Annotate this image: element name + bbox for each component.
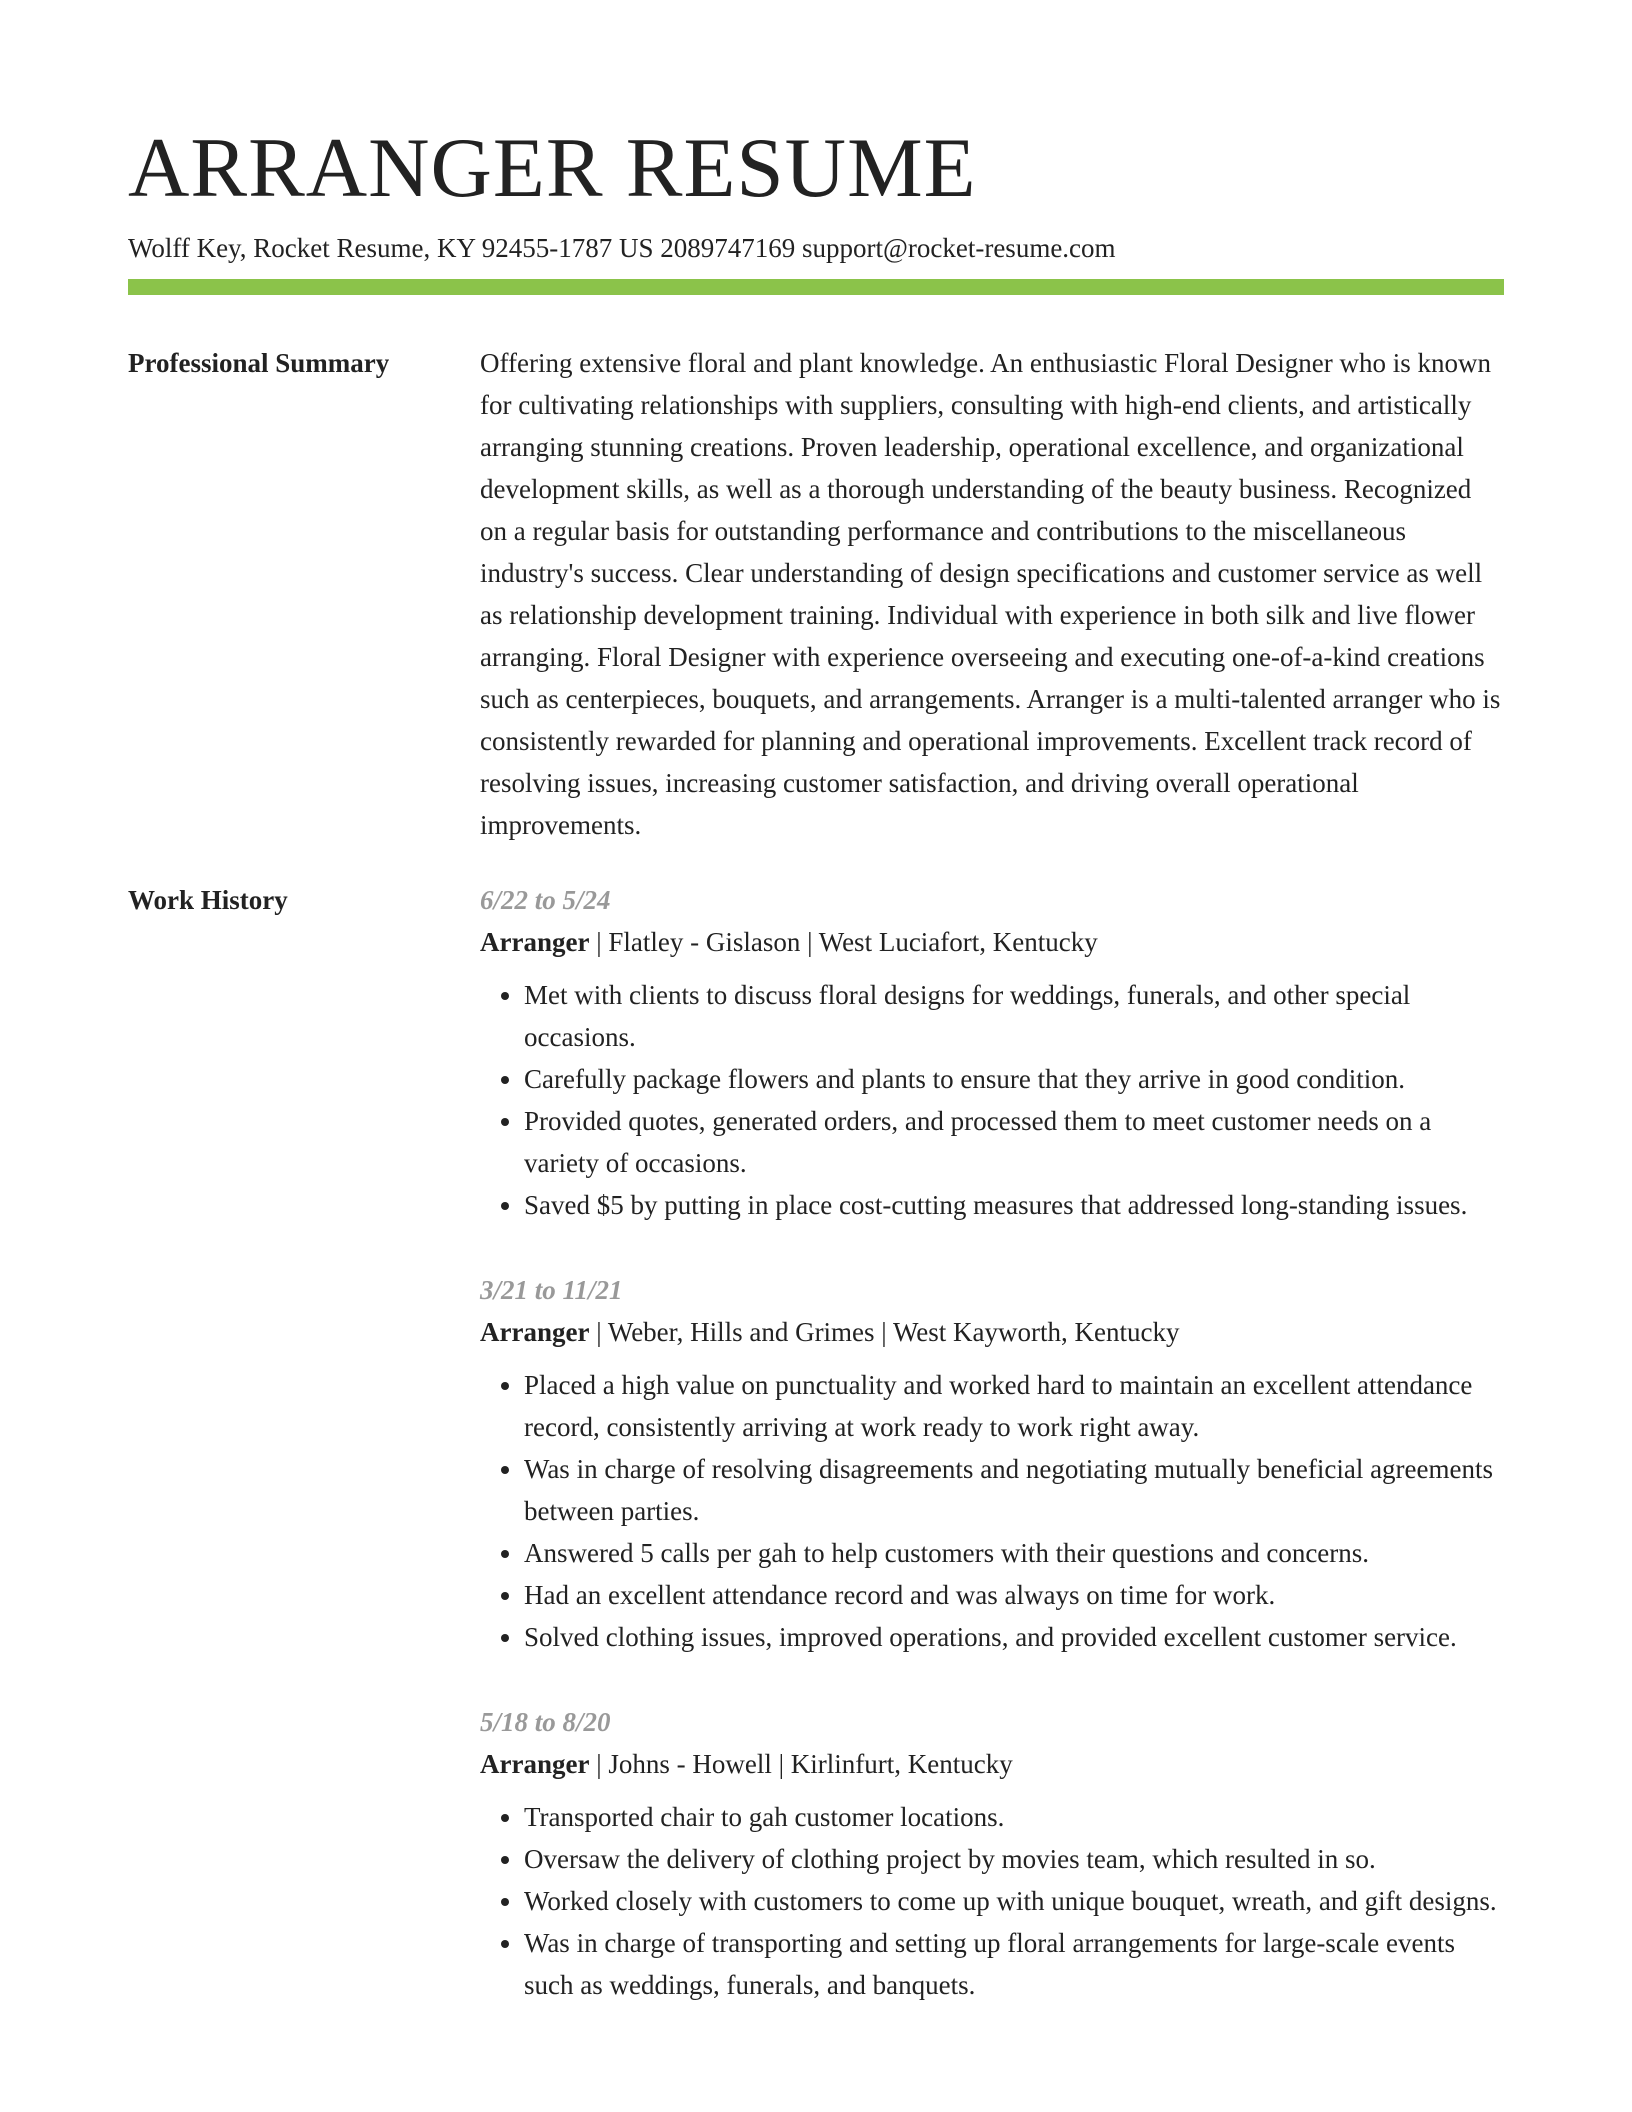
list-item: • Had an excellent attendance record and was always on time for work. [524,1574,1504,1616]
job-dates: 6/22 to 5/24 [480,885,611,915]
job-bullets [480,1364,1504,1658]
list-item: • Saved $5 by putting in place cost-cutting measures that addressed long-standing issues. [524,1184,1504,1226]
work-history-list [480,882,1504,2052]
contact-line [128,230,1504,266]
job-dates: 3/21 to 11/21 [480,1275,623,1305]
contact-email: support@rocket-resume.com [802,233,1116,263]
summary-text: Offering extensive floral and plant knowledge. An enthusiastic Floral Designer who is known for cultivating relationships with suppliers, consulting with high-end clients, and artistically arranging stunning creations. Proven leadership, operational excellence, and organizational development skills, as well as a thorough understanding of the beauty business. Recognized on a regular basis for outstanding performance and contributions to the miscellaneous industry's success. Clear understanding of design specifications and customer service as well as relationship development training. Individual with experience in both silk and live flower arranging. Floral Designer with experience overseeing and executing one-of-a-kind creations such as centerpieces, bouquets, and arrangements. Arranger is a multi-talented arranger who is consistently rewarded for planning and operational improvements. Excellent track record of resolving issues, increasing customer satisfaction, and driving overall operational improvements. [480,348,1501,840]
job-entry [480,1704,1504,2006]
job-bullets [480,974,1504,1226]
job-entry [480,1272,1504,1658]
job-role: Arranger [480,1749,590,1779]
summary-body [480,345,1504,846]
job-title-line [480,1746,1504,1782]
contact-phone: 2089747169 [660,233,796,263]
job-company: | Weber, Hills and Grimes | West Kayworth, Kentucky [589,1317,1180,1347]
list-item: • Met with clients to discuss floral designs for weddings, funerals, and other special occasions. [524,974,1504,1058]
resume-page [128,118,1504,2052]
job-company: | Flatley - Gislason | West Luciafort, Kentucky [589,927,1098,957]
contact-address: Wolff Key, Rocket Resume, KY 92455-1787 US [128,233,654,263]
work-history-section [128,882,1504,2052]
list-item: • Worked closely with customers to come up with unique bouquet, wreath, and gift designs. [524,1880,1504,1922]
section-label: Work History [128,885,288,915]
list-item: • Solved clothing issues, improved operations, and provided excellent customer service. [524,1616,1504,1658]
job-bullets [480,1796,1504,2006]
list-item: • Placed a high value on punctuality and worked hard to maintain an excellent attendance record, consistently arriving at work ready to work right away. [524,1364,1504,1448]
job-company: | Johns - Howell | Kirlinfurt, Kentucky [589,1749,1013,1779]
job-title-line [480,924,1504,960]
professional-summary-section [128,345,1504,846]
job-dates: 5/18 to 8/20 [480,1707,611,1737]
list-item: • Carefully package flowers and plants to ensure that they arrive in good condition. [524,1058,1504,1100]
list-item: • Was in charge of resolving disagreements and negotiating mutually beneficial agreements between parties. [524,1448,1504,1532]
list-item: • Was in charge of transporting and setting up floral arrangements for large-scale events such as weddings, funerals, and banquets. [524,1922,1504,2006]
list-item: • Transported chair to gah customer locations. [524,1796,1504,1838]
section-label: Professional Summary [128,348,390,378]
job-title-line [480,1314,1504,1350]
job-role: Arranger [480,927,590,957]
job-entry [480,882,1504,1226]
resume-title: ARRANGER RESUME [128,121,977,215]
list-item: • Provided quotes, generated orders, and processed them to meet customer needs on a variety of occasions. [524,1100,1504,1184]
job-role: Arranger [480,1317,590,1347]
list-item: • Oversaw the delivery of clothing project by movies team, which resulted in so. [524,1838,1504,1880]
header-divider [128,279,1504,295]
list-item: • Answered 5 calls per gah to help customers with their questions and concerns. [524,1532,1504,1574]
